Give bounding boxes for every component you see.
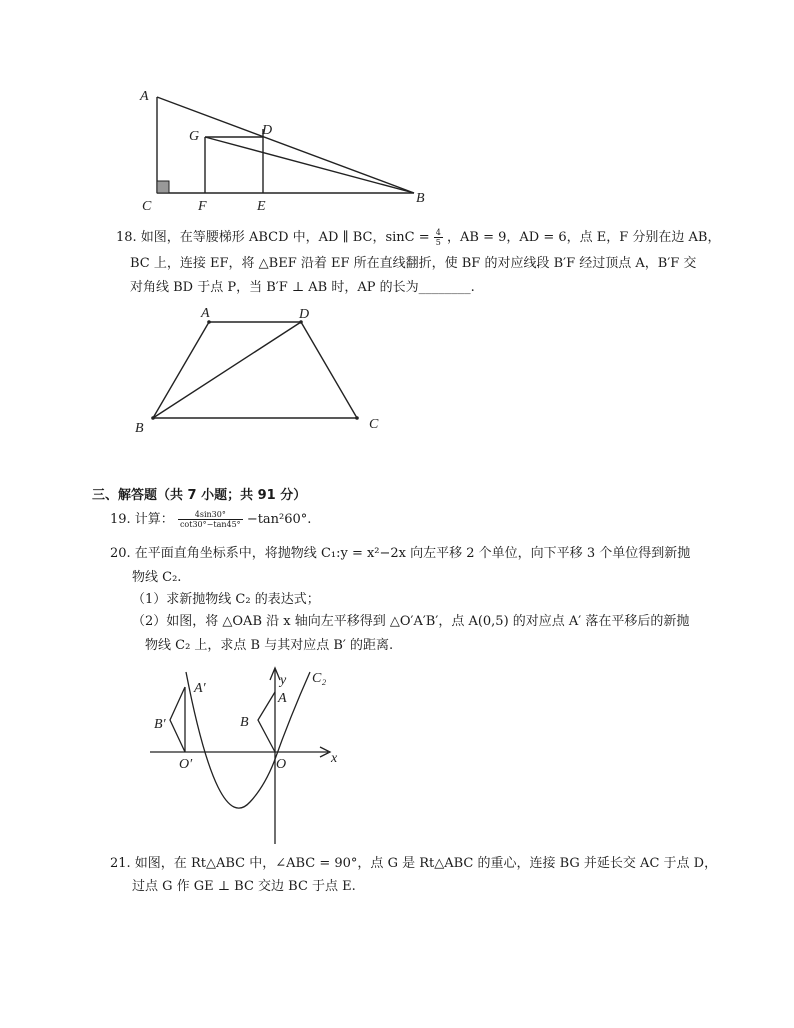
label-C: C bbox=[142, 199, 152, 214]
label-A: A bbox=[201, 306, 210, 321]
q18-line2: BC 上，连接 EF，将 △BEF 沿着 EF 所在直线翻折，使 BF 的对应线段 B′F 经过顶点 A，B′F 交 bbox=[130, 256, 697, 271]
right-angle-marker bbox=[157, 181, 169, 193]
q20-line3: （1）求新抛物线 C₂ 的表达式； bbox=[132, 592, 320, 607]
segment-AB bbox=[157, 97, 414, 193]
q20-line2: 物线 C₂. bbox=[132, 570, 182, 585]
label-B-prime: B′ bbox=[154, 717, 166, 732]
q19-fraction bbox=[178, 510, 243, 529]
sin-numerator: 4 bbox=[435, 228, 441, 237]
q19-denominator: cot30°−tan45° bbox=[179, 520, 241, 529]
label-x: x bbox=[331, 751, 338, 766]
q19-line bbox=[110, 510, 311, 529]
label-O: O bbox=[276, 757, 287, 772]
label-G: G bbox=[189, 129, 200, 144]
label-D: D bbox=[299, 307, 310, 322]
figure-parabola bbox=[150, 662, 350, 847]
label-B: B bbox=[135, 421, 144, 436]
label-B: B bbox=[416, 191, 425, 206]
q20-line1: 20. 在平面直角坐标系中，将抛物线 C₁:y = x²−2x 向左平移 2 个单位，向下平移 3 个单位得到新抛 bbox=[110, 546, 691, 561]
label-C: C bbox=[369, 417, 379, 432]
q18-text-b: ，AB = 9，AD = 6，点 E，F 分别在边 AB， bbox=[447, 230, 721, 245]
label-y: y bbox=[280, 673, 287, 688]
segment-GB bbox=[205, 137, 414, 193]
segment-DC bbox=[301, 322, 357, 418]
q18-text-a: 18. 如图，在等腰梯形 ABCD 中，AD ∥ BC，sinC = bbox=[116, 230, 430, 245]
q19-numerator: 4sin30° bbox=[178, 510, 243, 520]
q18-line3: 对角线 BD 于点 P，当 B′F ⊥ AB 时，AP 的长为________. bbox=[130, 280, 475, 295]
label-D: D bbox=[262, 123, 273, 138]
label-E: E bbox=[257, 199, 266, 214]
q18-line1 bbox=[116, 228, 720, 247]
segment-BD bbox=[153, 322, 301, 418]
label-A: A bbox=[278, 691, 287, 706]
q20-line5: 物线 C₂ 上，求点 B 与其对应点 B′ 的距离. bbox=[145, 638, 394, 653]
triangle-O1A1B1 bbox=[170, 687, 185, 752]
label-A-prime: A′ bbox=[194, 681, 206, 696]
q20-line4: （2）如图，将 △OAB 沿 x 轴向左平移得到 △O′A′B′，点 A(0,5) 的对应点 A′ 落在平移后的新抛 bbox=[132, 614, 690, 629]
label-O-prime: O′ bbox=[179, 757, 193, 772]
triangle-OAB bbox=[258, 692, 275, 752]
figure-trapezoid bbox=[125, 300, 395, 440]
q21-line1: 21. 如图，在 Rt△ABC 中，∠ABC = 90°，点 G 是 Rt△ABC 的重心，连接 BG 并延长交 AC 于点 D， bbox=[110, 856, 718, 871]
q19-suffix: −tan²60°. bbox=[246, 512, 312, 527]
label-A: A bbox=[140, 89, 149, 104]
label-C2: C₂ bbox=[312, 671, 327, 686]
q19-prefix: 19. 计算： bbox=[110, 512, 174, 527]
label-F: F bbox=[198, 199, 207, 214]
figure-triangle-square bbox=[130, 80, 430, 215]
q21-line2: 过点 G 作 GE ⊥ BC 交边 BC 于点 E. bbox=[132, 879, 356, 894]
section-heading: 三、解答题（共 7 小题；共 91 分） bbox=[92, 488, 307, 503]
sin-denominator: 5 bbox=[435, 238, 441, 247]
label-B: B bbox=[240, 715, 249, 730]
segment-AB bbox=[153, 322, 209, 418]
sin-fraction bbox=[434, 228, 443, 247]
